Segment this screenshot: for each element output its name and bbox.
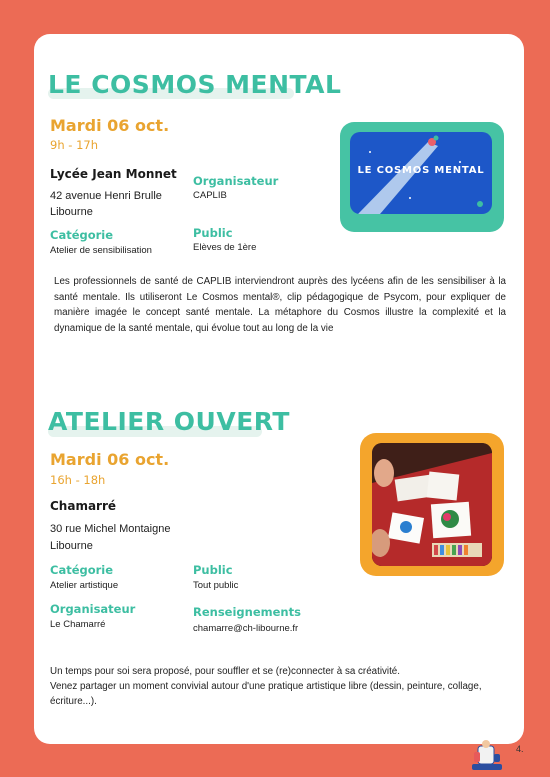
- event2-venue: Chamarré: [50, 499, 117, 513]
- event1-venue: Lycée Jean Monnet: [50, 167, 177, 181]
- event2-info-value[interactable]: chamarre@ch-libourne.fr: [193, 623, 299, 634]
- event1-public-value: Elèves de 1ère: [193, 242, 257, 253]
- event2-time: 16h - 18h: [50, 473, 106, 487]
- art-workshop-image: [372, 443, 492, 566]
- page-card: [34, 34, 524, 744]
- event2-category-value: Atelier artistique: [50, 580, 119, 591]
- event2-public-value: Tout public: [193, 580, 239, 591]
- page-number: 4.: [516, 744, 524, 754]
- event1-address-line2: Libourne: [50, 206, 93, 218]
- reader-figure-icon: [468, 738, 508, 774]
- event1-date: Mardi 06 oct.: [50, 116, 170, 135]
- event1-public-label: Public: [193, 226, 233, 240]
- event1-organizer-value: CAPLIB: [193, 190, 227, 201]
- event2-organizer-label: Organisateur: [50, 602, 136, 616]
- cosmos-mental-image: [350, 132, 492, 214]
- event2-title: ATELIER OUVERT: [48, 407, 290, 436]
- event1-time: 9h - 17h: [50, 138, 98, 152]
- event2-image-frame: [360, 433, 504, 576]
- event2-description-line1: Un temps pour soi sera proposé, pour souffler et se (re)connecter à sa créativité.: [50, 666, 400, 677]
- event2-category-label: Catégorie: [50, 563, 114, 577]
- event1-title: LE COSMOS MENTAL: [48, 70, 342, 99]
- event2-organizer-value: Le Chamarré: [50, 619, 106, 630]
- event2-date: Mardi 06 oct.: [50, 450, 170, 469]
- event2-public-label: Public: [193, 563, 233, 577]
- event2-address-line2: Libourne: [50, 540, 93, 552]
- event1-category-value: Atelier de sensibilisation: [50, 245, 152, 256]
- event1-description: Les professionnels de santé de CAPLIB interviendront auprès des lycéens afin de les sensibiliser à la santé mentale. Ils utiliseront Le Cosmos mental®, clip pédagogique de Psycom, pour expliquer de manière imagée le concept santé mentale. La métaphore du Cosmos illustre la complexité et la dynamique de la santé mentale, qui évolue tout au long de la vie: [54, 276, 506, 334]
- event2-description-line2: Venez partager un moment convivial autour d'une pratique artistique libre (dessin, peinture, collage, écriture...).: [50, 681, 482, 707]
- event1-address-line1: 42 avenue Henri Brulle: [50, 190, 162, 202]
- event1-organizer-label: Organisateur: [193, 174, 279, 188]
- event2-info-label: Renseignements: [193, 605, 301, 619]
- event1-category-label: Catégorie: [50, 228, 114, 242]
- art-workshop-photo: [372, 443, 492, 566]
- event1-image-frame: [340, 122, 504, 232]
- event2-address-line1: 30 rue Michel Montaigne: [50, 523, 171, 535]
- image-caption: LE COSMOS MENTAL: [357, 165, 485, 176]
